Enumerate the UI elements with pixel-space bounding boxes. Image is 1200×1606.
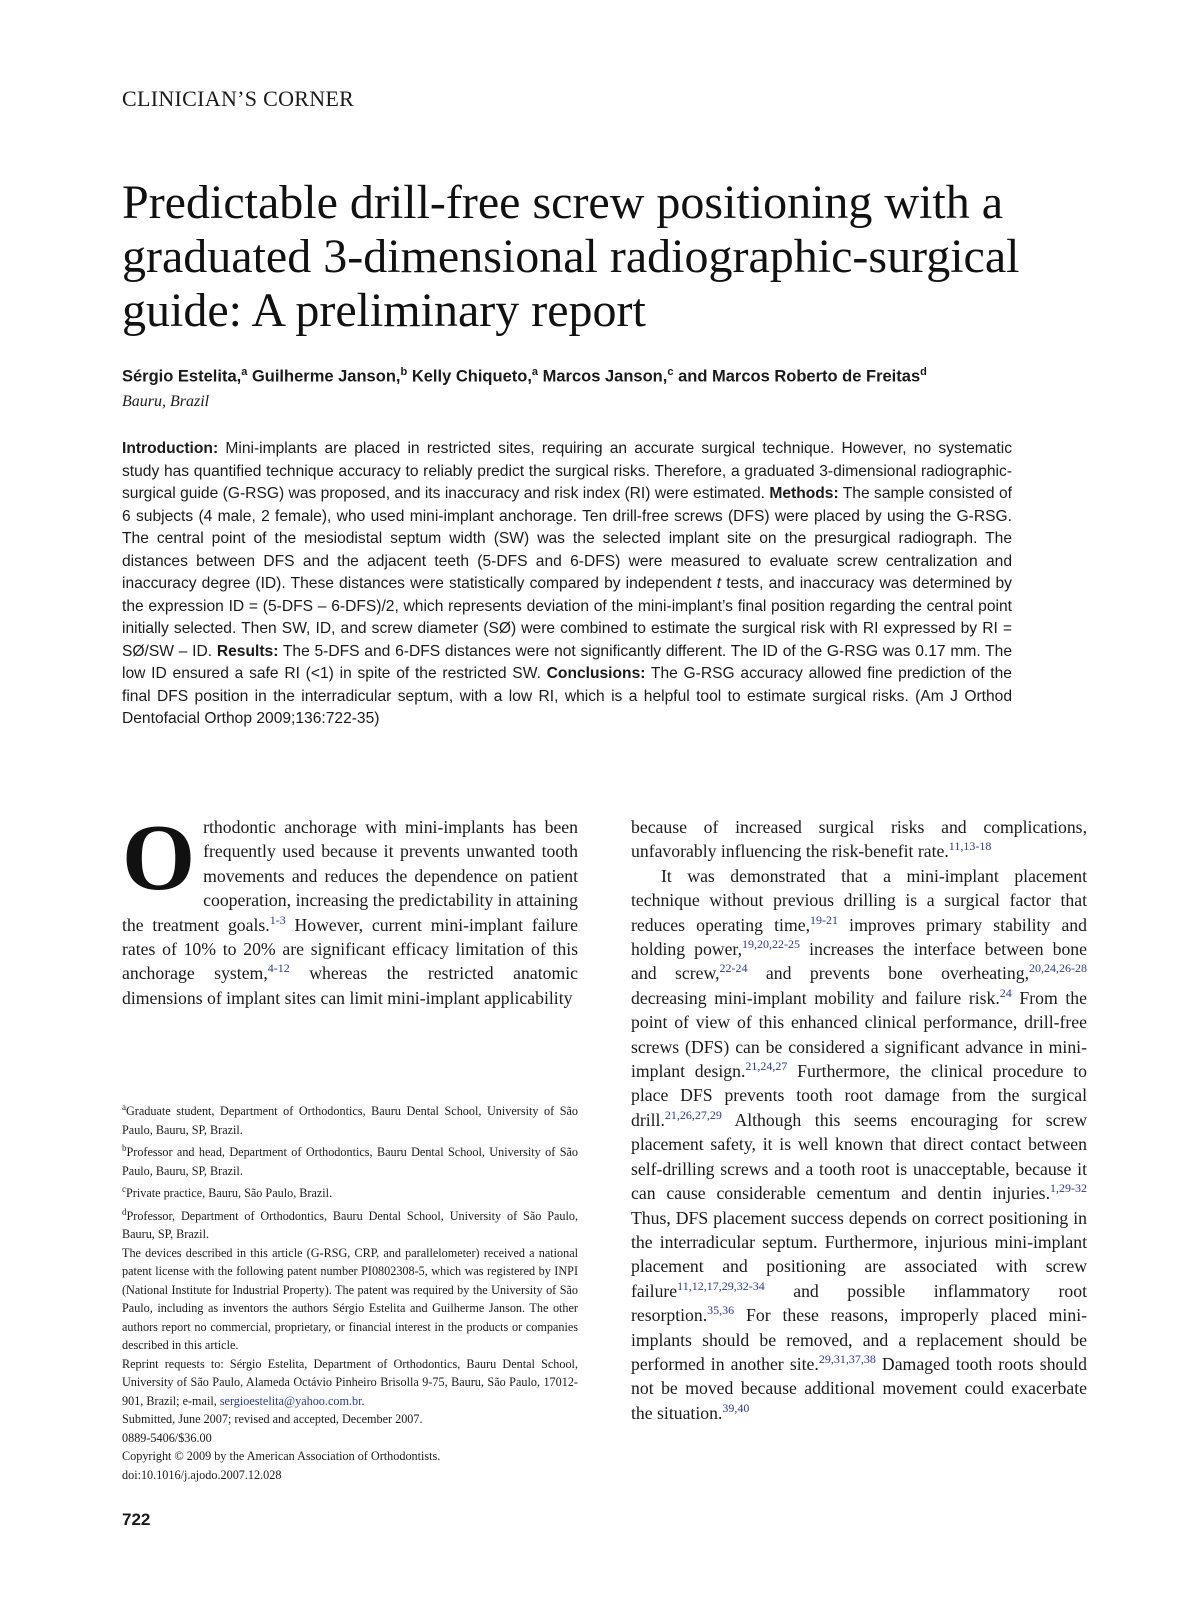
reference-link[interactable]: 4-12 (267, 961, 290, 976)
email-link[interactable]: sergioestelita@yahoo.com.br (219, 1393, 362, 1408)
footnote-affiliation (122, 1139, 578, 1180)
author-list (122, 366, 1122, 387)
footnote-affiliation (122, 1098, 578, 1139)
reference-link[interactable]: 11,12,17,29,32-34 (677, 1278, 765, 1293)
body-text: It was demonstrated that a mini-implant placement technique without previous drilling is a surgical factor that reduces operating time, (631, 865, 1087, 935)
reference-link[interactable]: 22-24 (719, 961, 748, 976)
body-text: However, current mini-implant failure rates of 10% to 20% are significant efficacy limitation of this anchorage system, (122, 914, 579, 984)
abstract-methods-t: t (716, 575, 722, 592)
body-text: improves primary stability and holding power, (631, 914, 1087, 960)
abstract-label-conclusions: Conclusions: (546, 665, 646, 682)
reference-link[interactable]: 19,20,22-25 (742, 937, 801, 952)
reference-link[interactable]: 24 (999, 985, 1012, 1000)
body-text: Although this seems encouraging for screw placement safety, it is well known that direct contact between self-drilling screws and a tooth root is unacceptable, because it can cause considerable cementum and dentin injuries. (631, 1109, 1087, 1204)
author: Kelly Chiqueto, (411, 367, 532, 386)
abstract-results: The 5-DFS and 6-DFS distances were not significantly different. The ID of the G-RSG was 0.17 mm. The low ID ensured a safe RI (<1) in spite of the restricted SW. (122, 642, 1012, 682)
body-text: Furthermore, the clinical procedure to place DFS prevents tooth root damage from the surgical drill. (631, 1061, 1087, 1130)
affiliation-mark: d (920, 366, 927, 378)
footnote-text: Private practice, Bauru, São Paulo, Brazil. (126, 1186, 333, 1201)
body-text: rthodontic anchorage with mini-implants has been frequently used because it prevents unwanted tooth movements and reduces the dependence on patient cooperation, increasing the predictability in attaining the treatment goals. (122, 817, 578, 935)
abstract (122, 438, 1012, 731)
footnote-text: Professor and head, Department of Orthodontics, Bauru Dental School, University of São Paulo, Bauru, SP, Brazil. (122, 1145, 578, 1178)
footnote-issn: 0889-5406/$36.00 (122, 1430, 212, 1445)
section-label: CLINICIAN’S CORNER (122, 86, 355, 111)
body-paragraph (122, 806, 579, 1010)
footnote-affiliation (122, 1203, 578, 1244)
abstract-label-results: Results: (216, 642, 279, 660)
footnote-submitted: Submitted, June 2007; revised and accepted, December 2007. (122, 1412, 423, 1427)
footnote-reprint (122, 1355, 578, 1411)
footnote-disclosure: The devices described in this article (G-RSG, CRP, and parallelometer) received a national patent license with the following patent number PI0802308-5, which was registered by INPI (National Institute for Industrial Property). The patent was required by the University of São Paulo, including as inventors the authors Sérgio Estelita and Guilherme Janson. The other authors report no commercial, proprietary, or financial interest in the products or companies described in this article. (122, 1245, 578, 1353)
reference-link[interactable]: 11,13-18 (948, 839, 992, 854)
body-column-left (122, 806, 579, 1010)
footnote-copyright: Copyright © 2009 by the American Association of Orthodontists. (122, 1449, 441, 1464)
body-text: and prevents bone overheating, (747, 963, 1029, 984)
abstract-methods-continued: tests, and inaccuracy was determined by the expression ID = (5-DFS – 6-DFS)/2, which represents deviation of the mini-implant’s final position regarding the central point initially selected. Then SW, ID, and screw diameter (SØ) were combined to estimate the surgical risk with RI expressed by RI = SØ/SW – ID. (122, 575, 1012, 660)
affiliation-mark: b (400, 366, 408, 378)
footnote-text: Graduate student, Department of Orthodontics, Bauru Dental School, University of São Paulo, Bauru, SP, Brazil. (122, 1104, 578, 1137)
reference-link[interactable]: 29,31,37,38 (818, 1352, 876, 1367)
body-text: because of increased surgical risks and complications, unfavorably influencing the risk-benefit rate. (631, 817, 1087, 862)
reference-link[interactable]: 20,24,26-28 (1029, 961, 1087, 976)
body-text: Damaged tooth roots should not be moved because additional movement could exacerbate the situation. (631, 1353, 1087, 1423)
reference-link[interactable]: 39,40 (722, 1400, 750, 1415)
body-text: increases the interface between bone and screw, (631, 939, 1087, 984)
body-paragraph (631, 864, 1087, 1425)
affiliation-mark: c (122, 1184, 126, 1195)
affiliation-mark: a (531, 366, 539, 378)
body-text: whereas the restricted anatomic dimensions of implant sites can limit mini-implant applicability (122, 963, 578, 1008)
author: Sérgio Estelita, (122, 367, 242, 386)
affiliation-mark: a (122, 1102, 126, 1112)
author: Marcos Janson, (542, 367, 668, 386)
affiliation-mark: a (241, 366, 248, 378)
author: and Marcos Roberto de Freitas (678, 367, 921, 386)
footnote-affiliation (122, 1180, 578, 1203)
reference-link[interactable]: 21,26,27,29 (664, 1107, 722, 1122)
reference-link[interactable]: 1,29-32 (1050, 1181, 1087, 1196)
abstract-label-introduction: Introduction: (122, 440, 219, 457)
affiliation-mark: d (122, 1206, 127, 1217)
footnotes (122, 1098, 578, 1484)
footnote-text: Professor, Department of Orthodontics, Bauru Dental School, University of São Paulo, Bauru, SP, Brazil. (122, 1208, 578, 1242)
reference-link[interactable]: 35,36 (707, 1303, 735, 1318)
drop-cap: O (122, 806, 196, 910)
footnote-text: . (361, 1393, 365, 1408)
body-text: and possible inflammatory root resorption. (631, 1280, 1087, 1326)
body-paragraph (631, 815, 1087, 864)
footnote-text: Reprint requests to: Sérgio Estelita, Department of Orthodontics, Bauru Dental School, University of São Paulo, Alameda Octávio Pinheiro Brisolla 9-75, Bauru, São Paulo, 17012-901, Brazil; e-mail, (122, 1356, 578, 1408)
affiliation-mark: b (122, 1143, 127, 1154)
page-number: 722 (122, 1510, 151, 1529)
author: Guilherme Janson, (251, 367, 401, 386)
body-text: From the point of view of this enhanced clinical performance, drill-free screws (DFS) can be considered a significant advance in mini-implant design. (631, 987, 1087, 1082)
footnote-doi: doi:10.1016/j.ajodo.2007.12.028 (122, 1467, 282, 1482)
abstract-methods: The sample consisted of 6 subjects (4 male, 2 female), who used mini-implant anchorage. Ten drill-free screws (DFS) were placed by using the G-RSG. The central point of the mesiodistal septum width (SW) was the selected implant site on the presurgical radiograph. The distances between DFS and the adjacent teeth (5-DFS and 6-DFS) were measured to evaluate screw centralization and inaccuracy degree (ID). These distances were statistically compared by independent (122, 485, 1012, 592)
body-text: For these reasons, improperly placed mini-implants should be removed, and a replacement should be performed in another site. (631, 1305, 1087, 1374)
affiliation-mark: c (667, 366, 674, 378)
body-text: Thus, DFS placement success depends on correct positioning in the interradicular septum. Furthermore, injurious mini-implant placement and positioning are associated with screw failure (631, 1207, 1087, 1301)
article-title: Predictable drill-free screw positioning with a graduated 3-dimensional radiographic-surgical guide: A preliminary report (122, 176, 1020, 337)
reference-link[interactable]: 21,24,27 (745, 1059, 788, 1074)
reference-link[interactable]: 1-3 (269, 912, 286, 927)
abstract-introduction: Mini-implants are placed in restricted sites, requiring an accurate surgical technique. However, no systematic study has quantified technique accuracy to reliably predict the surgical risks. Therefore, a graduated 3-dimensional radiographic-surgical guide (G-RSG) was proposed, and its inaccuracy and risk index (RI) were estimated. (122, 440, 1012, 502)
author-location: Bauru, Brazil (122, 393, 210, 410)
body-text: decreasing mini-implant mobility and failure risk. (631, 987, 1000, 1008)
abstract-label-methods: Methods: (769, 485, 839, 502)
reference-link[interactable]: 19-21 (810, 912, 838, 927)
body-column-right (631, 815, 1087, 1425)
abstract-conclusions: The G-RSG accuracy allowed fine prediction of the final DFS position in the interradicular septum, with a low RI, which is a helpful tool to estimate surgical risks. (Am J Orthod Dentofacial Orthop 2009;136:722-35) (122, 665, 1012, 727)
